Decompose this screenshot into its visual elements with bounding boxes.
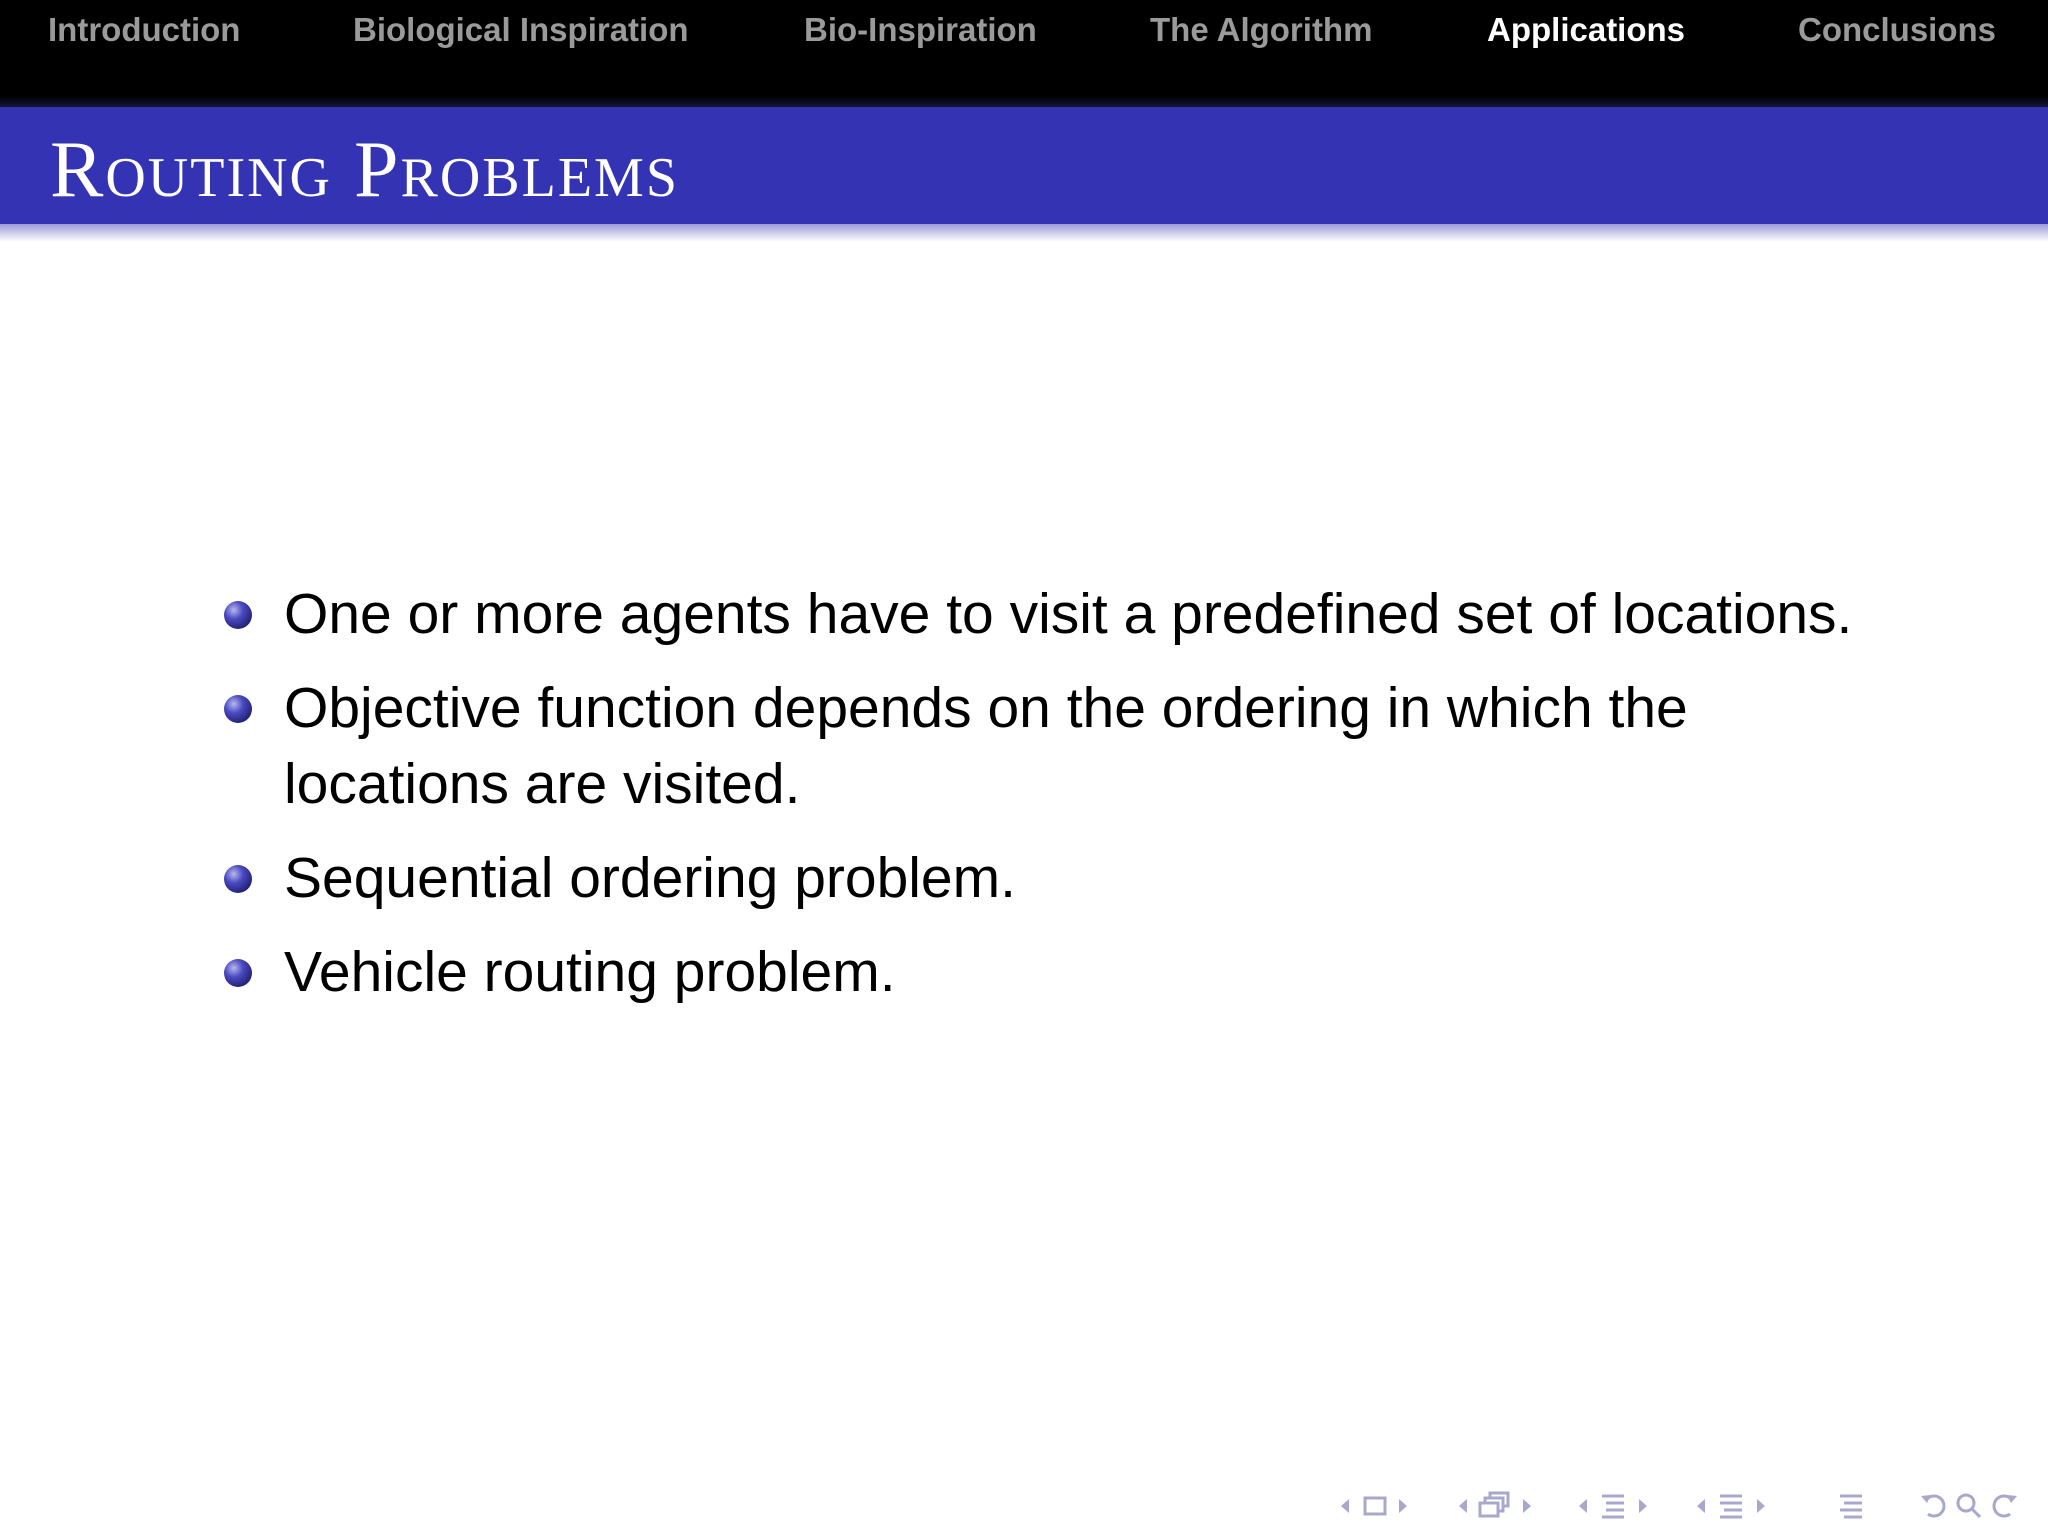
nav-item-applications[interactable]: Applications [1487,11,1686,48]
bullet-text: Objective function depends on the ordering in which the locations are visited. [284,676,1688,816]
bullet-item [218,670,1858,822]
next-frame-arrow-icon[interactable] [1520,1484,1534,1528]
search-icon[interactable] [1954,1484,1984,1528]
nav-item-introduction[interactable]: Introduction [48,11,241,48]
nav-item-biological-inspiration[interactable]: Biological Inspiration [353,11,689,48]
beamer-navigation-symbols [1330,1484,2030,1528]
back-icon[interactable] [1918,1484,1950,1528]
section-icon[interactable] [1716,1484,1746,1528]
section-navigation-bar [0,0,2048,100]
bullet-ball-icon [224,865,252,893]
bullet-item [218,934,1858,1010]
document-align-icon[interactable] [1836,1484,1866,1528]
frame-title: Routing Problems [50,126,679,214]
forward-icon[interactable] [1988,1484,2020,1528]
subsection-icon[interactable] [1598,1484,1628,1528]
slide-frame-icon[interactable] [1362,1484,1388,1528]
frames-icon[interactable] [1478,1484,1512,1528]
prev-slide-arrow-icon[interactable] [1338,1484,1352,1528]
prev-subsection-arrow-icon[interactable] [1576,1484,1590,1528]
bullet-ball-icon [224,959,252,987]
bullet-text: Vehicle routing problem. [284,940,896,1004]
bullet-ball-icon [224,601,252,629]
bullet-item [218,576,1858,652]
bullet-item [218,840,1858,916]
bullet-ball-icon [224,695,252,723]
title-shadow-divider [0,224,2048,242]
bullet-text: Sequential ordering problem. [284,846,1016,910]
prev-section-arrow-icon[interactable] [1694,1484,1708,1528]
bullet-text: One or more agents have to visit a predefined set of locations. [284,582,1853,646]
bullet-list [218,576,1858,1028]
nav-item-the-algorithm[interactable]: The Algorithm [1150,11,1373,48]
prev-frame-arrow-icon[interactable] [1456,1484,1470,1528]
nav-item-bio-inspiration[interactable]: Bio-Inspiration [804,11,1037,48]
next-subsection-arrow-icon[interactable] [1636,1484,1650,1528]
next-section-arrow-icon[interactable] [1754,1484,1768,1528]
next-slide-arrow-icon[interactable] [1396,1484,1410,1528]
nav-item-conclusions[interactable]: Conclusions [1798,11,1997,48]
